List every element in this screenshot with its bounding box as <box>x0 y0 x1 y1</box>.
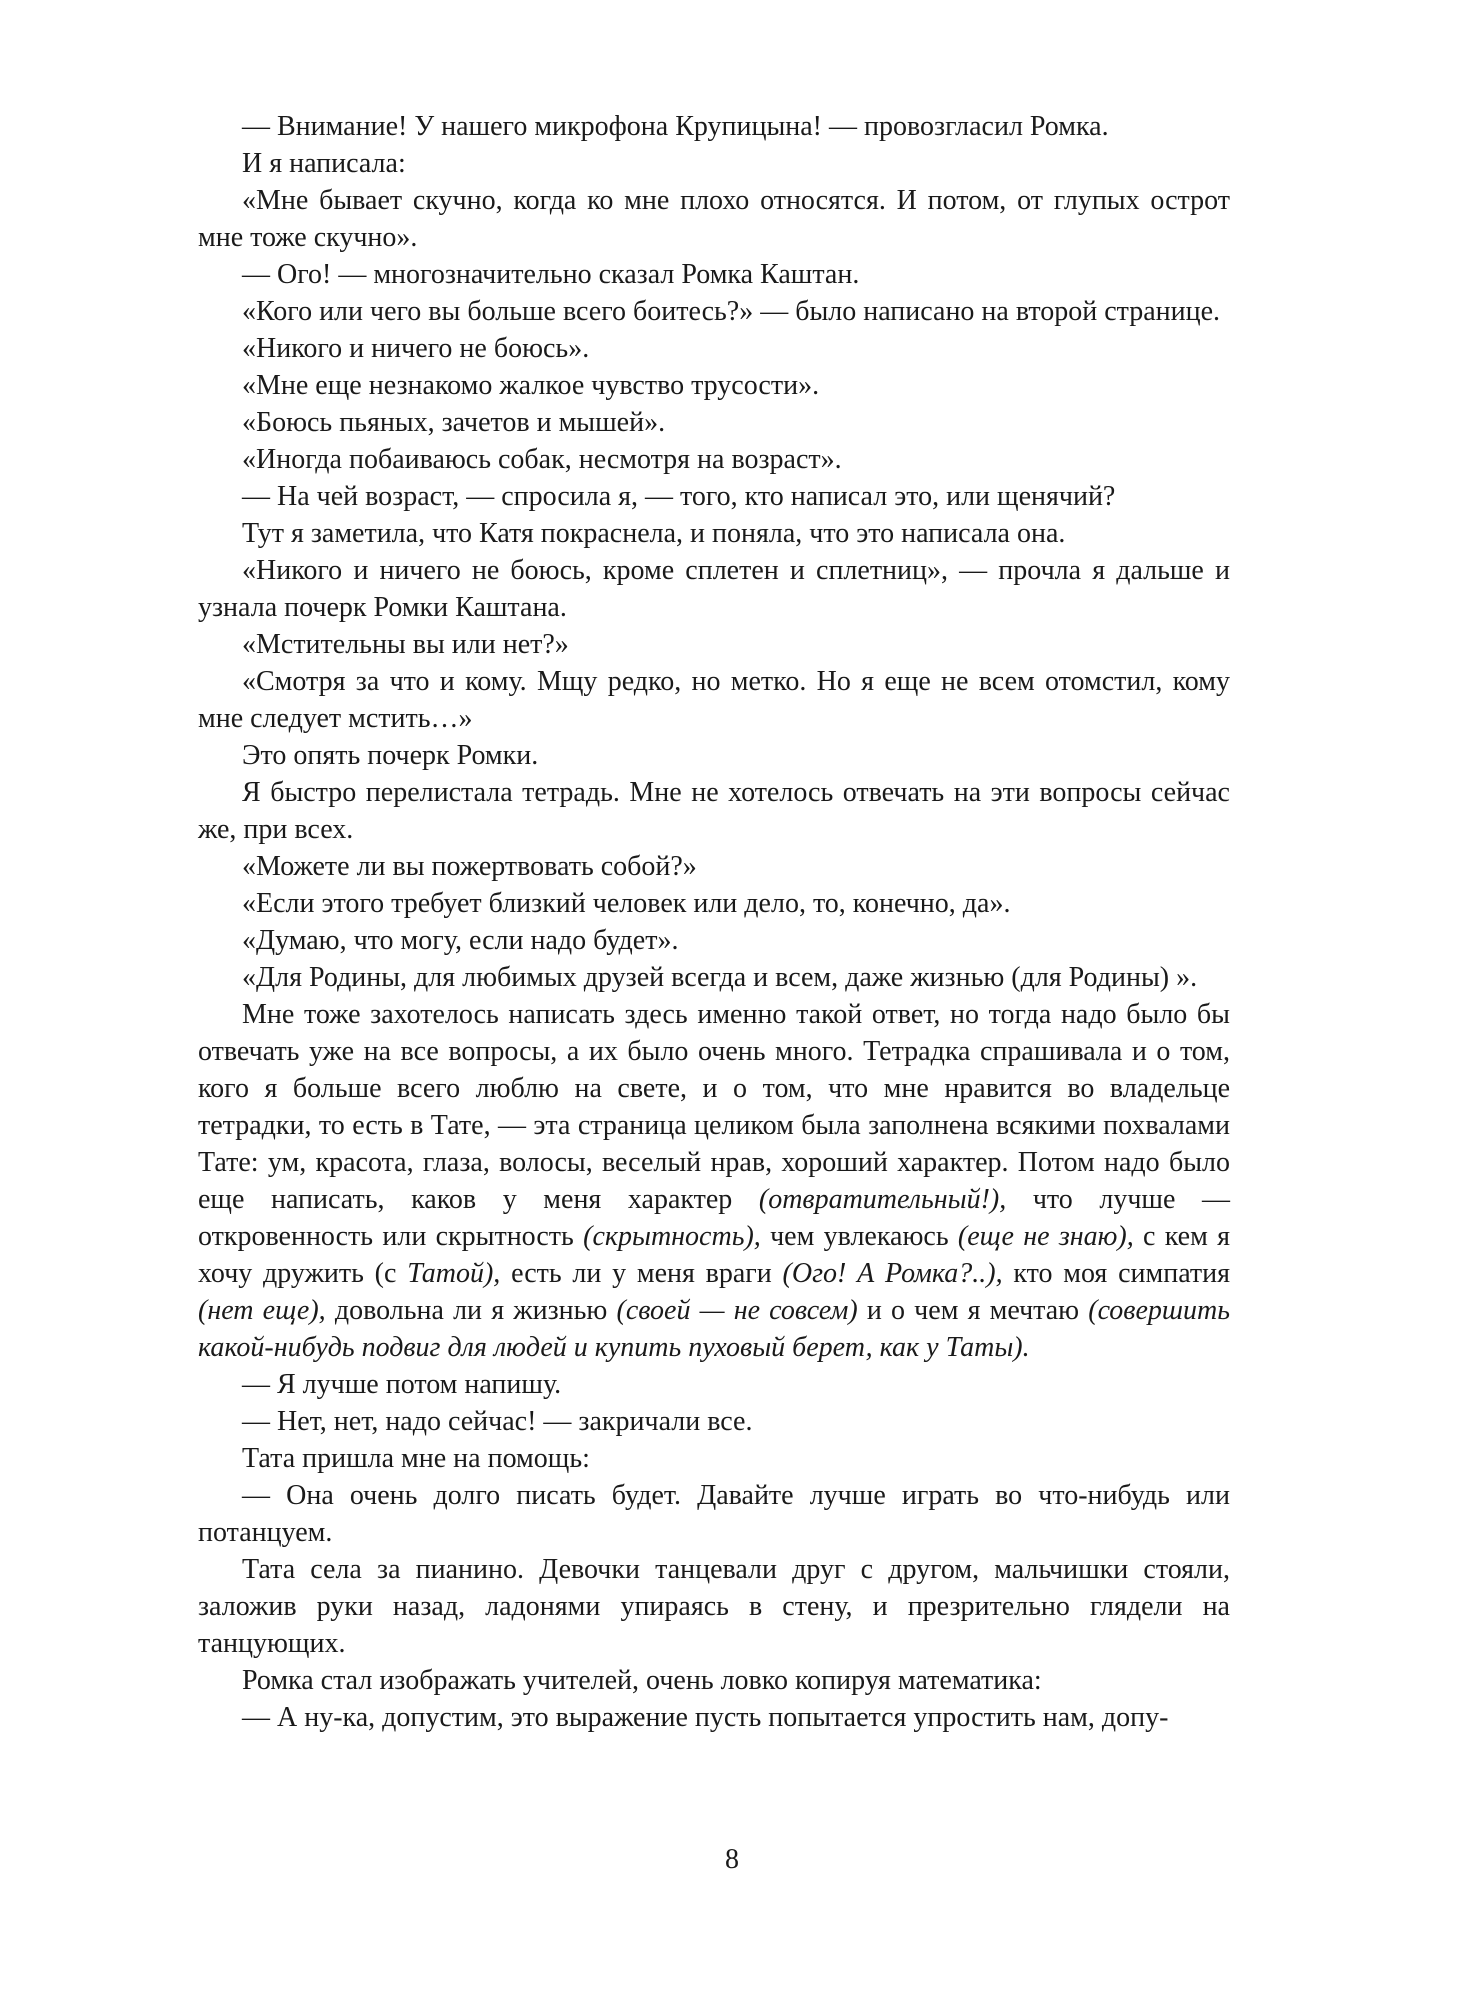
paragraph: Тата пришла мне на помощь: <box>242 1443 590 1474</box>
text-run: и о чем я мечтаю <box>857 1295 1089 1326</box>
paragraph: — А ну-ка, допустим, это выражение пусть попытается упростить нам, допу- <box>242 1702 1169 1733</box>
text-run: что лучше — откровенность или скрытность <box>198 1184 1230 1252</box>
italic-answer: (нет еще), <box>198 1295 326 1326</box>
paragraph: «Смотря за что и кому. Мщу редко, но метко. Но я еще не всем отомстил, кому мне следует мстить…» <box>198 666 1230 734</box>
text-run: кто моя симпатия <box>1002 1258 1230 1289</box>
paragraph: Я быстро перелистала тетрадь. Мне не хотелось отвечать на эти вопросы сейчас же, при всех. <box>198 777 1230 845</box>
paragraph: «Думаю, что могу, если надо будет». <box>242 925 679 956</box>
paragraph: «Если этого требует близкий человек или дело, то, конечно, да». <box>242 888 1011 919</box>
text-run: Мне тоже захотелось написать здесь именно такой ответ, но тогда надо было бы отвечать уже на все вопросы, а их было очень много. Тетрадка спрашивала и о том, кого я больше всего люблю на свете, и о том, что мне нравится во владельце тетрадки, то есть в Тате, — эта страница целиком была заполнена всякими похвалами Тате: ум, красота, глаза, волосы, веселый нрав, хороший характер. Потом надо было еще написать, каков у меня характер <box>198 999 1230 1215</box>
page-number: 8 <box>725 1844 739 1875</box>
paragraph: «Иногда побаиваюсь собак, несмотря на возраст». <box>242 444 842 475</box>
paragraph: Тата села за пианино. Девочки танцевали друг с другом, мальчишки стояли, заложив руки назад, ладонями упираясь в стену, и презрительно глядели на танцующих. <box>198 1554 1230 1659</box>
paragraph: Ромка стал изображать учителей, очень ловко копируя математика: <box>242 1665 1042 1696</box>
paragraph: — Внимание! У нашего микрофона Крупицына! — провозгласил Ромка. <box>242 111 1109 142</box>
paragraph: — Ого! — многозначительно сказал Ромка Каштан. <box>242 259 860 290</box>
paragraph: «Никого и ничего не боюсь, кроме сплетен и сплетниц», — прочла я дальше и узнала почерк Ромки Каштана. <box>198 555 1230 623</box>
paragraph: И я написала: <box>242 148 406 179</box>
text-run: есть ли у меня враги <box>500 1258 783 1289</box>
paragraph: — Я лучше потом напишу. <box>242 1369 562 1400</box>
italic-answer: (отвратительный!), <box>758 1184 1007 1215</box>
paragraph: «Кого или чего вы больше всего боитесь?» — было написано на второй странице. <box>242 296 1221 327</box>
paragraph: «Никого и ничего не боюсь». <box>242 333 590 364</box>
paragraph: «Мне бывает скучно, когда ко мне плохо относятся. И потом, от глупых острот мне тоже скучно». <box>198 185 1230 253</box>
paragraph: Тут я заметила, что Катя покраснела, и поняла, что это написала она. <box>242 518 1066 549</box>
italic-answer: (Ого! А Ромка?..), <box>782 1258 1003 1289</box>
text-run: чем увлекаюсь <box>760 1221 958 1252</box>
italic-answer: Татой), <box>407 1258 501 1289</box>
text-run: с кем я хочу дружить (с <box>198 1221 1230 1289</box>
paragraph: «Боюсь пьяных, зачетов и мышей». <box>242 407 666 438</box>
italic-answer: (скрытность), <box>583 1221 761 1252</box>
italic-answer: (совершить какой-нибудь подвиг для людей и купить пуховый берет, как у Таты). <box>198 1295 1230 1363</box>
text-run: довольна ли я жизнью <box>325 1295 617 1326</box>
paragraph: «Для Родины, для любимых друзей всегда и всем, даже жизнью (для Родины) ». <box>242 962 1198 993</box>
paragraph: — На чей возраст, — спросила я, — того, кто написал это, или щенячий? <box>242 481 1116 512</box>
italic-answer: (еще не знаю), <box>957 1221 1134 1252</box>
page-body <box>198 108 1230 1736</box>
paragraph-with-italics <box>198 996 1230 1366</box>
paragraph: — Нет, нет, надо сейчас! — закричали все. <box>242 1406 753 1437</box>
paragraph: «Можете ли вы пожертвовать собой?» <box>242 851 697 882</box>
italic-answer: (своей — не совсем) <box>616 1295 858 1326</box>
paragraph: Это опять почерк Ромки. <box>242 740 539 771</box>
paragraph: — Она очень долго писать будет. Давайте лучше играть во что-нибудь или потанцуем. <box>198 1480 1230 1548</box>
paragraph: «Мстительны вы или нет?» <box>242 629 569 660</box>
paragraph: «Мне еще незнакомо жалкое чувство трусости». <box>242 370 820 401</box>
